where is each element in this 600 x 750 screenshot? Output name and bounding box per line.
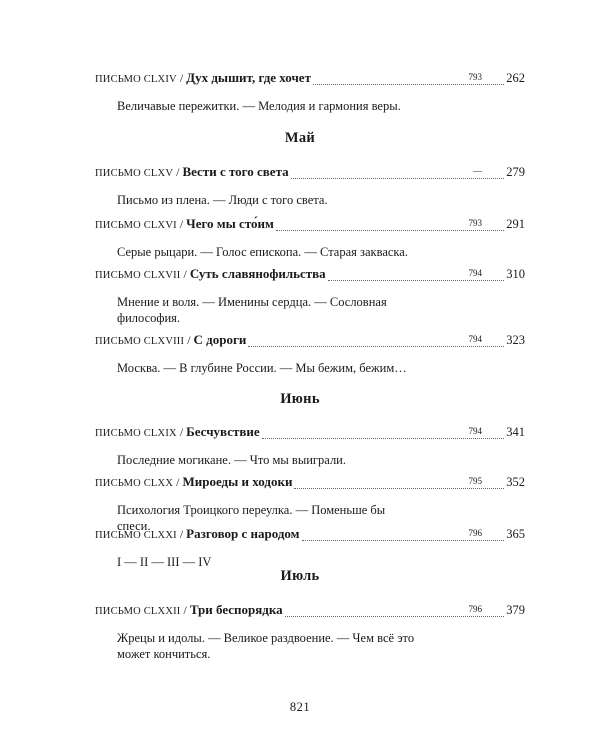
dot-leader — [302, 540, 505, 541]
page-number: 323 — [506, 333, 525, 347]
toc-entry — [95, 216, 525, 260]
page-number: 352 — [506, 475, 525, 489]
letter-number: ПИСЬМО CLXXII — [95, 606, 181, 617]
page-number: 291 — [506, 217, 525, 231]
separator: / — [179, 425, 184, 439]
letter-title: Вести с того света — [182, 164, 289, 179]
separator: / — [179, 71, 184, 85]
dot-leader — [248, 346, 504, 347]
note-page-number: 794 — [468, 334, 482, 344]
letter-title: Дух дышит, где хочет — [186, 70, 311, 85]
letter-title: С дороги — [193, 332, 247, 347]
letter-number: ПИСЬМО CLXV — [95, 168, 174, 179]
letter-title: Мироеды и ходоки — [182, 474, 293, 489]
separator: / — [179, 527, 184, 541]
page-number: 341 — [506, 425, 525, 439]
toc-entry — [95, 474, 525, 534]
page-folio-number: 821 — [289, 700, 311, 714]
letter-title: Суть славянофильства — [189, 266, 326, 281]
letter-number: ПИСЬМО CLXX — [95, 478, 174, 489]
letter-number: ПИСЬМО CLXXI — [95, 530, 177, 541]
page-number: 279 — [506, 165, 525, 179]
month-heading-july: Июль — [280, 568, 320, 584]
letter-description: Мнение и воля. — Именины сердца. — Сословная философия. — [117, 295, 387, 325]
note-page-number: 794 — [468, 268, 482, 278]
letter-description: I — II — III — IV — [117, 555, 212, 569]
letter-description: Психология Троицкого переулка. — Поменьше бы спеси. — [117, 503, 386, 533]
month-heading-june: Июнь — [280, 391, 320, 407]
toc-entry — [95, 266, 525, 326]
letter-title: Чего мы сто́им — [186, 216, 274, 231]
toc-entry — [95, 526, 525, 570]
letter-number: ПИСЬМО CLXVIII — [95, 336, 185, 347]
note-page-number: 796 — [468, 528, 482, 538]
dot-leader — [291, 178, 505, 179]
note-page-number: 793 — [468, 72, 482, 82]
month-heading-may: Май — [284, 130, 316, 146]
toc-entry — [95, 602, 525, 662]
dot-leader — [262, 438, 505, 439]
note-page-number: 793 — [468, 218, 482, 228]
letter-description: Москва. — В глубине России. — Мы бежим, бежим… — [117, 361, 407, 375]
letter-number: ПИСЬМО CLXVI — [95, 220, 177, 231]
toc-entry — [95, 70, 525, 114]
separator: / — [179, 217, 184, 231]
page-number: 379 — [506, 603, 525, 617]
page-number: 262 — [506, 71, 525, 85]
toc-entry — [95, 424, 525, 468]
note-page-number: 795 — [468, 476, 482, 486]
letter-title: Бесчувствие — [186, 424, 260, 439]
letter-number: ПИСЬМО CLXIV — [95, 74, 177, 85]
letter-description: Последние могикане. — Что мы выиграли. — [117, 453, 346, 467]
letter-title: Три беспорядка — [189, 602, 283, 617]
dot-leader — [328, 280, 505, 281]
toc-entry — [95, 332, 525, 376]
page-number: 365 — [506, 527, 525, 541]
note-page-number: — — [473, 166, 482, 176]
letter-number: ПИСЬМО CLXVII — [95, 270, 181, 281]
separator: / — [183, 267, 187, 281]
dot-leader — [313, 84, 504, 85]
letter-description: Жрецы и идолы. — Великое раздвоение. — Чем всё это может кончиться. — [117, 631, 415, 661]
separator: / — [176, 475, 180, 489]
note-page-number: 796 — [468, 604, 482, 614]
separator: / — [176, 165, 180, 179]
dot-leader — [294, 488, 504, 489]
note-page-number: 794 — [468, 426, 482, 436]
toc-entry — [95, 164, 525, 208]
separator: / — [183, 603, 187, 617]
letter-number: ПИСЬМО CLXIX — [95, 428, 177, 439]
dot-leader — [285, 616, 505, 617]
letter-description: Письмо из плена. — Люди с того света. — [117, 193, 328, 207]
letter-description: Серые рыцари. — Голос епископа. — Старая закваска. — [117, 245, 408, 259]
page-number: 310 — [506, 267, 525, 281]
dot-leader — [276, 230, 504, 231]
separator: / — [187, 333, 191, 347]
letter-description: Величавые пережитки. — Мелодия и гармония веры. — [117, 99, 401, 113]
letter-title: Разговор с народом — [186, 526, 300, 541]
